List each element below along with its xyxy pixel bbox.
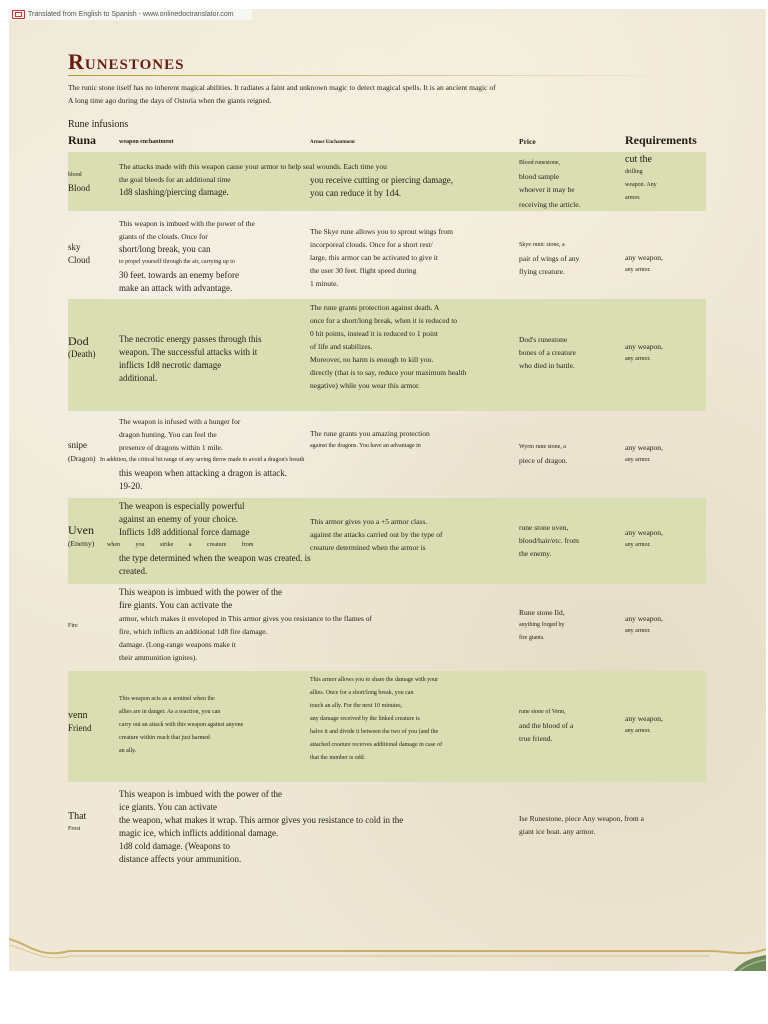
weapon-enchantment: The weapon is especially powerful against an enemy of your choice. Inflicts 1d8 additional force damage when you strike a creature from the type determined when the weapon was created. is created. [107, 501, 311, 576]
armor-enchantment: The rune grants you amazing protection against the dragons. You have an advantage in [310, 429, 430, 449]
col-header-armor: Armor Enchantment [310, 140, 355, 145]
translation-banner[interactable] [9, 9, 252, 20]
requirements: any weapon, any armor. [625, 342, 663, 362]
table-row [68, 584, 706, 671]
table-row [68, 782, 706, 872]
rune-name: Dod (Death) [68, 334, 96, 359]
requirements: any weapon, any armor. [625, 253, 663, 273]
price: Rune stone Ild, anything forged by fire giants. [519, 608, 565, 641]
weapon-enchantment: This weapon is imbued with the power of the giants of the clouds. Once for short/long break, you can to propel yourself through the air, carrying up to 30 feet. towards an enemy before make an attack with advantage. [119, 219, 255, 293]
weapon-enchantment: This weapon is imbued with the power of the fire giants. You can activate the armor, which makes it enveloped in This armor gives you resistance to the flames of fire, which inflicts an additional 1d8 fire damage. damage. (Long-range weapons make it their ammunition ignites). [119, 587, 373, 662]
intro-line: The runic stone itself has no inherent magical abilities. It radiates a faint and unknown magic to detect magical spells. It is an ancient magic of [68, 83, 496, 92]
page-title: Runestones [68, 49, 185, 74]
rune-name: sky Cloud [68, 242, 91, 265]
price: Blood runestone, blood sample whoever it may be receiving the article. [519, 160, 581, 209]
col-header-weapon: weapon enchantment [119, 139, 174, 145]
price: rune stone uven, blood/hair/etc. from the enemy. [519, 523, 579, 558]
table-row [68, 211, 706, 299]
page-border-decoration [9, 919, 766, 971]
armor-enchantment: The Skye rune allows you to sprout wings from incorporeal clouds. Once for a short rest/ large, this armor can be activated to give it the user 30 feet. flight speed during 1 minute. [310, 227, 453, 288]
weapon-enchantment: The necrotic energy passes through this weapon. The successful attacks with it inflicts 1d8 necrotic damage additional. [119, 334, 262, 383]
weapon-enchantment: This weapon is imbued with the power of the ice giants. You can activate the weapon, what makes it wrap. This armor gives you resistance to cold in the magic ice, which inflicts additional damage. 1d8 cold damage. (Weapons to distance affects your ammunition. [119, 789, 404, 864]
requirements: any weapon, any armor. [625, 714, 663, 734]
banner-text: Translated from English to Spanish - www.onlinedoctranslator.com [28, 11, 234, 18]
rune-name: snipe (Dragon) [68, 440, 96, 463]
parchment-page [9, 9, 766, 971]
requirements: cut the drilling weapon. Any armor. [625, 154, 657, 201]
armor-enchantment: The rune grants protection against death. A once for a short/long break, when it is reduced to 0 hit points, instead it is reduced to 1 point of life and stabilizes. Moreover, no harm is enough to kill you. directly (that is to say, reduce your maximum health negative) while you wear this armor. [310, 303, 467, 390]
armor-enchantment: This armor gives you a +5 armor class. against the attacks carried out by the type of creature determined when the armor is [310, 517, 443, 552]
weapon-enchantment: The weapon is infused with a hunger for dragon hunting. You can feel the presence of dragons within 1 mile. In addition, the critical hit range of any saving throw made to avoid a dragon's breath this weapon when attacking a dragon is attack. 19-20. [100, 417, 305, 491]
table-row [68, 411, 706, 498]
requirements: any weapon, any armor. [625, 443, 663, 463]
requirements: any weapon, any armor. [625, 528, 663, 548]
intro-line: A long time ago during the days of Ostoria when the giants reigned. [68, 96, 272, 105]
price: Dod's runestone bones of a creature who died in battle. [519, 335, 576, 370]
price: rune stone of Venn, and the blood of a true friend. [519, 709, 574, 743]
title-underline [68, 75, 688, 76]
document-icon [12, 10, 25, 19]
rune-name: blood Blood [68, 172, 91, 193]
section-heading: Rune infusions [68, 119, 129, 130]
intro-paragraph [68, 81, 548, 107]
rune-name: That Frost [68, 811, 87, 832]
rune-name: Uven (Enemy) [68, 523, 95, 548]
col-header-rune: Runa [68, 133, 97, 147]
col-header-price: Price [519, 137, 536, 146]
requirements: any weapon, any armor. [625, 614, 663, 634]
col-header-requirements: Requirements [625, 133, 697, 147]
armor-enchantment: This armor allows you to share the damage with your allies. Once for a short/long break, you can touch an ally. For the next 10 minutes, any damage received by the linked creature is halve it and divide it between the two of you (and the attached creature receives additional damage in case of that the number is odd. [310, 677, 443, 761]
weapon-enchantment: The attacks made with this weapon cause your armor to help seal wounds. Each time you the goal bleeds for an additional time 1d8 slashing/piercing damage. [119, 162, 387, 197]
price: Wyrm rune stone, a piece of dragon. [519, 444, 568, 465]
price: Skye runic stone, a pair of wings of any flying creature. [519, 242, 580, 276]
table-row [68, 671, 706, 782]
table-row [68, 498, 706, 584]
price: Ise Runestone, piece Any weapon, from a giant ice boat. any armor. [519, 814, 644, 836]
armor-enchantment: you receive cutting or piercing damage, you can reduce it by 1d4. [310, 175, 453, 198]
rune-name: Fire [68, 623, 78, 629]
weapon-enchantment: This weapon acts as a sentinel when the allies are in danger. As a reaction, you can carry out an attack with this weapon against anyone creature within reach that just harmed an ally. [119, 696, 244, 754]
rune-name: venn Friend [68, 710, 92, 733]
table-row [68, 299, 706, 411]
table-row [68, 152, 706, 211]
